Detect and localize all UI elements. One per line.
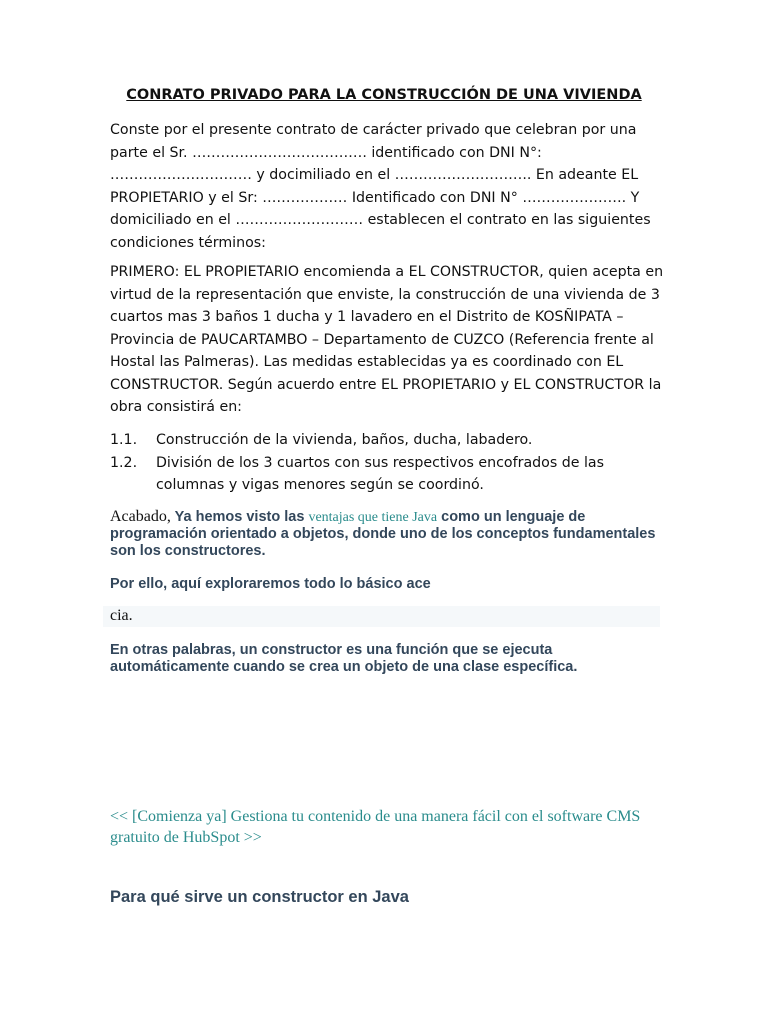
contract-intro-paragraph: Conste por el presente contrato de carácter privado que celebran por una parte el Sr. ………………………………. identificado con DNI N°: ………………………… y docimiliado en el ……………………….. En adeante EL PROPIETARIO y el Sr: ……………… Identificado con DNI N° …………………. Y domiciliado en el ……………………… establecen el contrato en las siguientes condiciones términos: <box>110 122 651 251</box>
contract-title: CONRATO PRIVADO PARA LA CONSTRUCCIÓN DE UNA VIVIENDA <box>126 87 642 103</box>
list-item-number: 1.2. <box>110 454 138 471</box>
section-heading: Para qué sirve un constructor en Java <box>110 888 409 906</box>
java-advantages-link[interactable]: ventajas que tiene Java <box>308 510 438 525</box>
list-item-number: 1.1. <box>110 432 138 448</box>
clause-list <box>110 429 665 497</box>
list-item <box>110 429 665 452</box>
highlighted-strip <box>103 606 660 627</box>
list-item-text: Construcción de la vivienda, baños, ducha, labadero. <box>156 432 533 448</box>
blog-intro-start: Ya hemos visto las <box>174 509 305 525</box>
list-item-text: División de los 3 cuartos con sus respectivos encofrados de las columnas y vigas menores según se coordinó. <box>156 454 604 493</box>
highlighted-text: cia. <box>110 607 133 624</box>
blog-intro-end: como un lenguaje de programación orientado a objetos, donde uno de los conceptos fundamentales son los constructores. <box>110 509 656 559</box>
contract-first-clause: PRIMERO: EL PROPIETARIO encomienda a EL CONSTRUCTOR, quien acepta en virtud de la representación que enviste, la construcción de una vivienda de 3 cuartos mas 3 baños 1 ducha y 1 lavadero en el Distrito de KOSÑIPATA – Provincia de PAUCARTAMBO – Departamento de CUZCO (Referencia frente al Hostal las Palmeras). Las medidas establecidas ya es coordinado con EL CONSTRUCTOR. Según acuerdo entre EL PROPIETARIO y EL CONSTRUCTOR la obra consistirá en: <box>110 264 664 415</box>
blog-intro-paragraph <box>110 508 670 560</box>
blog-paragraph-definition: En otras palabras, un constructor es una función que se ejecuta automáticamente cuando se crea un objeto de una clase específica. <box>110 642 578 675</box>
list-item <box>110 452 665 497</box>
acabado-word: Acabado, <box>110 508 171 525</box>
hubspot-cta-link[interactable]: << [Comienza ya] Gestiona tu contenido de una manera fácil con el software CMS gratuito de HubSpot >> <box>110 808 641 846</box>
blog-paragraph-explore: Por ello, aquí exploraremos todo lo básico ace <box>110 576 431 592</box>
